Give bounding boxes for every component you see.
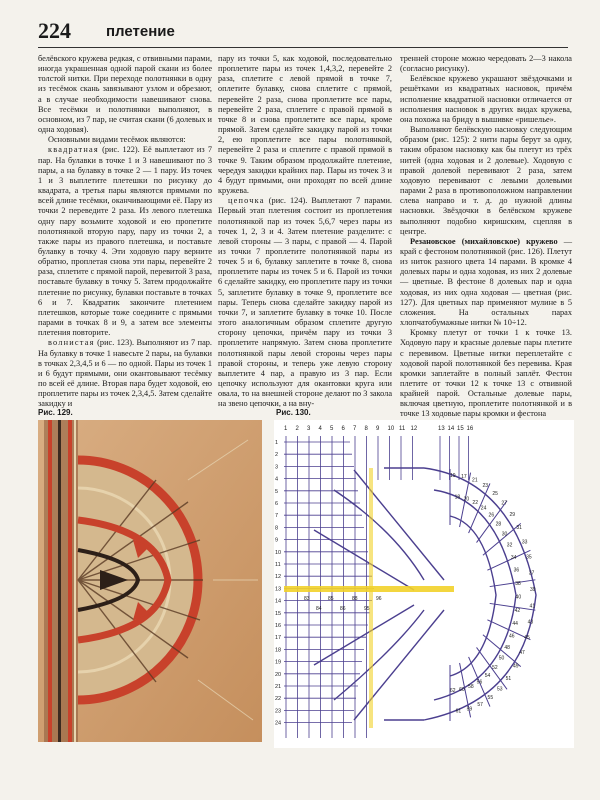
top-label: 4 <box>318 426 322 432</box>
left-label: 21 <box>275 684 282 690</box>
top-label: 5 <box>330 426 334 432</box>
point-label: 25 <box>492 490 498 497</box>
left-label: 15 <box>275 610 282 617</box>
top-label: 15 <box>457 426 464 432</box>
point-label: 38 <box>515 580 521 587</box>
left-label: 16 <box>275 623 282 629</box>
pricking-diagram-svg <box>274 420 574 748</box>
left-label: 20 <box>275 671 282 678</box>
top-label: 1 <box>284 426 288 432</box>
figure-130-caption: Рис. 130. <box>276 408 311 417</box>
point-label: 45 <box>524 635 530 642</box>
top-label: 10 <box>387 426 395 432</box>
left-label: 11 <box>275 562 281 568</box>
point-label: 18 <box>454 494 461 501</box>
point-label: 88 <box>352 596 358 602</box>
paragraph-text: (рис. 124). Выплетают 7 парами. Первый этап плетения состоит из проплетения полотнянкой пар из точек 5,6,7 через пары из точек 1, 2, 3 и 4. Затем плетение разделите: с левой стороны — 3 пары, с правой — 4. Парой из точки 7 проплетите полотнянкой пары из точек 5 и 6, булавку заплетите в точке 8, снова проплетите пары из точек 5 и 6. Парой из точки 6 сделайте закидку, ею проплетите пару из точки 5, заплетите булавку в точке 9, проплетите все пары. Теперь снова сделайте закидку парой из точки 7, и заплетите булавку в точке 10. После этого аналогичным образом сплетите другую сторону цепочки, причём пару из точки 3 проплетите напрямую. Затем снова проплетите полотнянкой пары левой стороны через пары правой стороны, и теперь уже левую сторону выплетите 4 пар, а правую из 3 пар. Если цепочку используют для окантовки круга или овала, то на внешней стороне делают по 3 закола на звено цепочки, а на вну- <box>218 196 392 409</box>
left-label: 18 <box>275 647 282 654</box>
top-label: 14 <box>447 426 455 432</box>
left-label: 10 <box>275 549 282 556</box>
paragraph <box>38 145 212 338</box>
paragraph: пару из точки 5, как ходовой, последовательно проплетите пары из точек 1,4,3,2, перевейте 2 раза, сплетите с левой прямой в точке 7, оплетите булавку, снова сплетите с прямой, перевейте 2 раза, снова проплетите все пары, перевейте 2 раза, сплетите с правой прямой в точке 8 и снова проплетите все пары, кроме прямой. Затем сделайте закидку парой из точки 2, ею проплетите все пары полотнянкой, перевейте 2 раза и сплетите с правой прямой в точке 9. Таким образом продолжайте плетение, чередуя закидки крайних пар. Пары из точек 3 и 4 будут прямыми, они проходят по всей длине кружева. <box>218 54 392 196</box>
point-label: 41 <box>529 603 536 610</box>
text-column-3 <box>400 54 572 420</box>
point-label: 44 <box>512 620 518 627</box>
point-label: 23 <box>482 483 489 490</box>
left-label: 17 <box>275 635 282 642</box>
paragraph <box>38 338 212 409</box>
point-label: 46 <box>508 633 515 640</box>
left-label: 13 <box>275 586 282 593</box>
left-label: 8 <box>275 525 279 532</box>
point-label: 85 <box>328 596 334 602</box>
paragraph: Белёвское кружево украшают звёздочками и решётками из квадратных насновок, причём исполнение квадратной насновки отличается от исполнения насновок в других видах кружева, она похожа на бриду в вышивке «ришелье». <box>400 74 572 124</box>
paragraph: белёвского кружева редкая, с отвивными парами, иногда украшенная одной парой скани из более толстой нитки. При переходе полотнянки в одну из тесёмок скань завязывают узлом и обрезают, а в случае необходимости навешивают снова. Все тесёмки и полотнянки выполняют, в основном, из 7 пар, не считая скани (6 долевых и одна ходовая). <box>38 54 213 135</box>
paragraph-text: (рис. 123). Выполняют из 7 пар. На булавку в точке 1 навесьте 2 пары, на булавки в точках 2,3,4,5 и 6 — по одной. Пары из точек 1 и 6 будут прямыми, они окантовывают тесёмку по всей её длине. Вторая пара будет ходовой, ею проплетите пары из точек 2,3,4,5. Затем сделайте закидку и <box>38 338 212 409</box>
point-label: 35 <box>526 554 532 561</box>
point-label: 84 <box>316 606 322 612</box>
term: волнистая <box>48 338 95 348</box>
point-label: 57 <box>477 701 483 708</box>
point-label: 96 <box>376 596 382 602</box>
left-label: 7 <box>275 513 279 520</box>
page-header <box>38 18 568 48</box>
left-label: 1 <box>275 440 279 446</box>
text-column-2 <box>218 54 392 409</box>
term: цепочка <box>228 196 265 206</box>
point-label: 61 <box>455 708 462 715</box>
point-label: 40 <box>515 594 522 601</box>
header-rule <box>38 47 568 48</box>
left-label: 5 <box>275 488 279 495</box>
point-label: 51 <box>505 675 512 682</box>
point-label: 29 <box>509 512 516 519</box>
point-label: 59 <box>466 706 473 713</box>
paragraph <box>218 196 392 409</box>
running-title: плетение <box>106 23 175 40</box>
point-label: 58 <box>468 684 474 691</box>
left-label: 4 <box>275 476 279 483</box>
top-label: 9 <box>376 426 380 432</box>
paragraph: Кромку плетут от точки 1 к точке 13. Ходовую пару и красные долевые пары плетите с перевивом. Цветные нитки переплетайте с ходовой парой полотнянкой без перевива. Края кромки заплетайте в полный заплёт. Фестон плетите от точки 12 к точке 13 с отвивной крайней парой. Остальные долевые пары, включая цветную, проплетите полотнянкой и в точке 13 ходовые пары кромки и фестона <box>400 328 572 419</box>
top-label: 6 <box>341 426 345 432</box>
paragraph: Выполняют белёвскую насновку следующим образом (рис. 125): 2 нити пары берут за одну, таким образом насновку как бы плетут из трёх нитей (одна ходовая и 2 долевые). Ходовую с правой долевой перевивают 2 раза, затем ходовую перевивают с левыми долевыми парами 2 раза в противоположном направлении слева направо и т. д. до нужной длины насновки. Звёздочки в белёвском кружеве выполняют подобно киришским, сцепляя в центре. <box>400 125 572 236</box>
point-label: 42 <box>514 607 521 614</box>
point-label: 19 <box>450 473 456 479</box>
point-label: 43 <box>527 619 534 626</box>
point-label: 28 <box>495 521 502 528</box>
point-label: 36 <box>513 567 520 574</box>
paragraph-text: — край с фестоном полотнянкой (рис. 126). Плетут из ниток разного цвета 14 парами. В кромке 4 долевых пары и одна ходовая, из них 2 долевые — цветные. В фестоне 8 долевых пар и одна ходовая, из них одна ходовая — цветная (рис. 127). Для цветных пар применяют мулине в 5 сложения. На остальных парах хлопчатобумажные нитки № 10÷12. <box>400 236 572 328</box>
left-label: 9 <box>275 537 279 544</box>
point-label: 83 <box>304 596 310 602</box>
point-label: 27 <box>501 500 507 507</box>
paragraph <box>400 237 572 328</box>
left-label: 19 <box>275 659 282 666</box>
point-label: 39 <box>529 586 536 593</box>
point-label: 62 <box>450 687 456 694</box>
left-label: 12 <box>275 574 282 581</box>
point-label: 33 <box>521 539 528 546</box>
page-number: 224 <box>38 18 71 43</box>
lace-photo <box>38 420 262 742</box>
left-label: 3 <box>275 464 279 471</box>
point-label: 47 <box>519 650 525 656</box>
pricking-diagram <box>274 420 574 748</box>
point-label: 95 <box>364 606 370 612</box>
term: Резановское (михайловское) кружево <box>410 236 558 246</box>
left-label: 14 <box>275 598 282 605</box>
point-label: 31 <box>516 525 522 532</box>
paragraph-text: (рис. 122). Её выплетают из 7 пар. На булавки в точке 1 и 3 навешивают по 3 пары, а на булавку в точке 2 — 1 пару. Из точек 1 и 3 выплетите плетешки по рисунку до квадрата, а третья пары являются прямыми по всей длине тесёмки, оканчивающими её. Пару из точки 2 переведите 2 раза. Из левого плетешка одну пару возьмите ходовой и ею пропетите полотнянкой вторую пару, пару из точки 2, а также пары из правого плетешка, и поставьте булавку в точку 4. Эти ходовую пару верните обратно, проплетая снова эти пары, перевейте 2 раза, сплетите с прямой парой, перевитой 3 раза, поставьте булавку в точку 5. Затем продолжайте плетение по рисунку, булавки поставьте в точках 6 и 7. Квадратик закончите плетением плетешков, которые тоже соедините с прямыми парами в точках 8 и 9, а затем все элементы плетения повторите. <box>38 145 212 338</box>
term: квадратная <box>48 145 99 155</box>
point-label: 17 <box>461 474 467 481</box>
point-label: 54 <box>484 673 491 680</box>
point-label: 48 <box>504 645 510 652</box>
point-label: 56 <box>476 679 483 686</box>
point-label: 21 <box>472 477 478 484</box>
top-label: 13 <box>438 426 445 432</box>
top-label: 2 <box>295 426 299 432</box>
left-label: 2 <box>275 452 279 459</box>
point-label: 50 <box>498 655 505 662</box>
top-label: 3 <box>307 426 311 432</box>
top-label: 11 <box>399 426 406 432</box>
top-label: 16 <box>466 426 474 432</box>
top-label: 8 <box>364 426 368 432</box>
point-label: 55 <box>487 695 494 702</box>
paragraph: Основными видами тесёмок являются: <box>48 135 186 145</box>
left-label: 22 <box>275 696 282 703</box>
point-label: 60 <box>459 686 465 693</box>
left-label: 24 <box>275 720 282 727</box>
point-label: 52 <box>492 665 498 672</box>
point-label: 24 <box>480 505 487 512</box>
point-label: 22 <box>472 500 478 507</box>
point-label: 53 <box>497 686 503 693</box>
point-label: 49 <box>513 663 519 670</box>
point-label: 30 <box>501 531 508 538</box>
top-label: 12 <box>410 426 418 432</box>
point-label: 32 <box>506 542 513 549</box>
left-label: 23 <box>275 708 282 715</box>
paragraph: тренней стороне можно чередовать 2—3 накола (согласно рисунку). <box>400 54 572 74</box>
point-label: 86 <box>340 606 346 612</box>
point-label: 26 <box>488 512 495 519</box>
point-label: 34 <box>510 554 517 561</box>
point-label: 37 <box>528 570 535 577</box>
lace-photo-illustration <box>38 420 262 742</box>
figure-129-caption: Рис. 129. <box>38 408 73 417</box>
point-label: 20 <box>463 496 470 503</box>
top-label: 7 <box>353 426 357 432</box>
left-label: 6 <box>275 501 279 507</box>
text-column-1 <box>38 54 212 409</box>
